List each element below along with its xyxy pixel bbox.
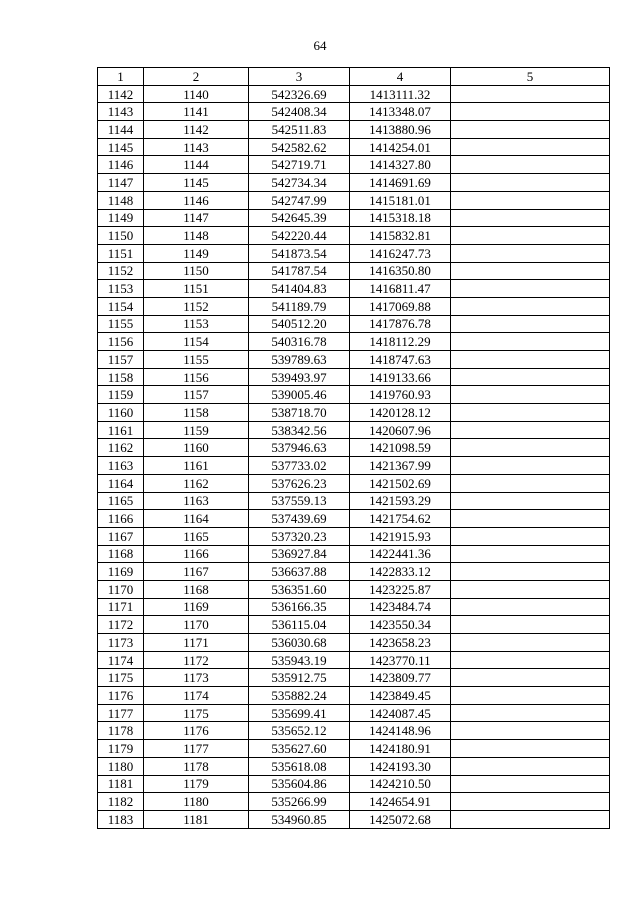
y-coordinate-cell: 1415318.18 xyxy=(350,209,451,227)
table-row xyxy=(98,775,610,793)
table-row xyxy=(98,421,610,439)
prev-point-cell: 1141 xyxy=(144,103,249,121)
note-cell xyxy=(451,474,610,492)
prev-point-cell: 1150 xyxy=(144,262,249,280)
point-number-cell: 1183 xyxy=(98,810,144,828)
y-coordinate-cell: 1423225.87 xyxy=(350,580,451,598)
y-coordinate-cell: 1421915.93 xyxy=(350,527,451,545)
x-coordinate-cell: 539005.46 xyxy=(249,386,350,404)
note-cell xyxy=(451,580,610,598)
y-coordinate-cell: 1418747.63 xyxy=(350,351,451,369)
note-cell xyxy=(451,527,610,545)
y-coordinate-cell: 1421593.29 xyxy=(350,492,451,510)
point-number-cell: 1156 xyxy=(98,333,144,351)
y-coordinate-cell: 1424180.91 xyxy=(350,740,451,758)
x-coordinate-cell: 535266.99 xyxy=(249,793,350,811)
prev-point-cell: 1160 xyxy=(144,439,249,457)
y-coordinate-cell: 1423770.11 xyxy=(350,651,451,669)
table-row xyxy=(98,545,610,563)
x-coordinate-cell: 537733.02 xyxy=(249,457,350,475)
x-coordinate-cell: 535943.19 xyxy=(249,651,350,669)
prev-point-cell: 1172 xyxy=(144,651,249,669)
x-coordinate-cell: 535699.41 xyxy=(249,704,350,722)
x-coordinate-cell: 537626.23 xyxy=(249,474,350,492)
x-coordinate-cell: 542645.39 xyxy=(249,209,350,227)
y-coordinate-cell: 1413348.07 xyxy=(350,103,451,121)
y-coordinate-cell: 1420607.96 xyxy=(350,421,451,439)
y-coordinate-cell: 1424087.45 xyxy=(350,704,451,722)
table-row xyxy=(98,492,610,510)
x-coordinate-cell: 541873.54 xyxy=(249,244,350,262)
y-coordinate-cell: 1423550.34 xyxy=(350,616,451,634)
x-coordinate-cell: 538342.56 xyxy=(249,421,350,439)
table-row xyxy=(98,757,610,775)
note-cell xyxy=(451,227,610,245)
y-coordinate-cell: 1417876.78 xyxy=(350,315,451,333)
x-coordinate-cell: 538718.70 xyxy=(249,404,350,422)
point-number-cell: 1152 xyxy=(98,262,144,280)
note-cell xyxy=(451,386,610,404)
point-number-cell: 1171 xyxy=(98,598,144,616)
y-coordinate-cell: 1413880.96 xyxy=(350,121,451,139)
note-cell xyxy=(451,457,610,475)
prev-point-cell: 1170 xyxy=(144,616,249,634)
column-header-5: 5 xyxy=(451,68,610,86)
prev-point-cell: 1176 xyxy=(144,722,249,740)
point-number-cell: 1175 xyxy=(98,669,144,687)
y-coordinate-cell: 1414691.69 xyxy=(350,174,451,192)
x-coordinate-cell: 536927.84 xyxy=(249,545,350,563)
x-coordinate-cell: 542734.34 xyxy=(249,174,350,192)
y-coordinate-cell: 1420128.12 xyxy=(350,404,451,422)
note-cell xyxy=(451,262,610,280)
y-coordinate-cell: 1424193.30 xyxy=(350,757,451,775)
prev-point-cell: 1159 xyxy=(144,421,249,439)
prev-point-cell: 1155 xyxy=(144,351,249,369)
prev-point-cell: 1174 xyxy=(144,687,249,705)
note-cell xyxy=(451,563,610,581)
note-cell xyxy=(451,704,610,722)
table-row xyxy=(98,669,610,687)
y-coordinate-cell: 1423809.77 xyxy=(350,669,451,687)
x-coordinate-cell: 540512.20 xyxy=(249,315,350,333)
y-coordinate-cell: 1417069.88 xyxy=(350,297,451,315)
point-number-cell: 1169 xyxy=(98,563,144,581)
prev-point-cell: 1142 xyxy=(144,121,249,139)
prev-point-cell: 1146 xyxy=(144,191,249,209)
point-number-cell: 1172 xyxy=(98,616,144,634)
x-coordinate-cell: 542582.62 xyxy=(249,138,350,156)
table-row xyxy=(98,262,610,280)
table-row xyxy=(98,404,610,422)
x-coordinate-cell: 539493.97 xyxy=(249,368,350,386)
table-row xyxy=(98,439,610,457)
x-coordinate-cell: 542511.83 xyxy=(249,121,350,139)
prev-point-cell: 1152 xyxy=(144,297,249,315)
table-row xyxy=(98,687,610,705)
table-row xyxy=(98,651,610,669)
note-cell xyxy=(451,616,610,634)
prev-point-cell: 1158 xyxy=(144,404,249,422)
x-coordinate-cell: 542326.69 xyxy=(249,85,350,103)
x-coordinate-cell: 541787.54 xyxy=(249,262,350,280)
point-number-cell: 1146 xyxy=(98,156,144,174)
note-cell xyxy=(451,404,610,422)
note-cell xyxy=(451,421,610,439)
table-row xyxy=(98,138,610,156)
point-number-cell: 1160 xyxy=(98,404,144,422)
x-coordinate-cell: 535882.24 xyxy=(249,687,350,705)
y-coordinate-cell: 1424210.50 xyxy=(350,775,451,793)
x-coordinate-cell: 541404.83 xyxy=(249,280,350,298)
y-coordinate-cell: 1418112.29 xyxy=(350,333,451,351)
point-number-cell: 1162 xyxy=(98,439,144,457)
point-number-cell: 1158 xyxy=(98,368,144,386)
point-number-cell: 1157 xyxy=(98,351,144,369)
y-coordinate-cell: 1423849.45 xyxy=(350,687,451,705)
note-cell xyxy=(451,368,610,386)
note-cell xyxy=(451,297,610,315)
table-row xyxy=(98,474,610,492)
point-number-cell: 1166 xyxy=(98,510,144,528)
y-coordinate-cell: 1424148.96 xyxy=(350,722,451,740)
point-number-cell: 1177 xyxy=(98,704,144,722)
table-row xyxy=(98,315,610,333)
table-row xyxy=(98,704,610,722)
note-cell xyxy=(451,315,610,333)
y-coordinate-cell: 1414327.80 xyxy=(350,156,451,174)
column-header-1: 1 xyxy=(98,68,144,86)
x-coordinate-cell: 540316.78 xyxy=(249,333,350,351)
point-number-cell: 1173 xyxy=(98,634,144,652)
note-cell xyxy=(451,85,610,103)
y-coordinate-cell: 1419133.66 xyxy=(350,368,451,386)
point-number-cell: 1145 xyxy=(98,138,144,156)
y-coordinate-cell: 1423484.74 xyxy=(350,598,451,616)
point-number-cell: 1167 xyxy=(98,527,144,545)
prev-point-cell: 1161 xyxy=(144,457,249,475)
note-cell xyxy=(451,244,610,262)
x-coordinate-cell: 537439.69 xyxy=(249,510,350,528)
y-coordinate-cell: 1419760.93 xyxy=(350,386,451,404)
prev-point-cell: 1178 xyxy=(144,757,249,775)
table-header xyxy=(98,68,610,86)
y-coordinate-cell: 1424654.91 xyxy=(350,793,451,811)
table-row xyxy=(98,740,610,758)
table-row xyxy=(98,634,610,652)
point-number-cell: 1142 xyxy=(98,85,144,103)
note-cell xyxy=(451,510,610,528)
note-cell xyxy=(451,103,610,121)
point-number-cell: 1151 xyxy=(98,244,144,262)
note-cell xyxy=(451,810,610,828)
table-row xyxy=(98,510,610,528)
point-number-cell: 1159 xyxy=(98,386,144,404)
table-row xyxy=(98,103,610,121)
x-coordinate-cell: 542220.44 xyxy=(249,227,350,245)
x-coordinate-cell: 536166.35 xyxy=(249,598,350,616)
point-number-cell: 1147 xyxy=(98,174,144,192)
x-coordinate-cell: 535627.60 xyxy=(249,740,350,758)
point-number-cell: 1153 xyxy=(98,280,144,298)
table-row xyxy=(98,191,610,209)
table-row xyxy=(98,580,610,598)
note-cell xyxy=(451,634,610,652)
table-row xyxy=(98,722,610,740)
table-body xyxy=(98,85,610,828)
table-row xyxy=(98,351,610,369)
x-coordinate-cell: 536030.68 xyxy=(249,634,350,652)
note-cell xyxy=(451,793,610,811)
note-cell xyxy=(451,209,610,227)
point-number-cell: 1144 xyxy=(98,121,144,139)
table-row xyxy=(98,793,610,811)
y-coordinate-cell: 1421098.59 xyxy=(350,439,451,457)
x-coordinate-cell: 536115.04 xyxy=(249,616,350,634)
prev-point-cell: 1166 xyxy=(144,545,249,563)
point-number-cell: 1150 xyxy=(98,227,144,245)
note-cell xyxy=(451,598,610,616)
note-cell xyxy=(451,651,610,669)
x-coordinate-cell: 535912.75 xyxy=(249,669,350,687)
x-coordinate-cell: 537320.23 xyxy=(249,527,350,545)
prev-point-cell: 1148 xyxy=(144,227,249,245)
x-coordinate-cell: 534960.85 xyxy=(249,810,350,828)
prev-point-cell: 1140 xyxy=(144,85,249,103)
prev-point-cell: 1173 xyxy=(144,669,249,687)
y-coordinate-cell: 1413111.32 xyxy=(350,85,451,103)
note-cell xyxy=(451,121,610,139)
y-coordinate-cell: 1422441.36 xyxy=(350,545,451,563)
prev-point-cell: 1169 xyxy=(144,598,249,616)
x-coordinate-cell: 536637.88 xyxy=(249,563,350,581)
header-row xyxy=(98,68,610,86)
y-coordinate-cell: 1421754.62 xyxy=(350,510,451,528)
point-number-cell: 1178 xyxy=(98,722,144,740)
prev-point-cell: 1165 xyxy=(144,527,249,545)
table-row xyxy=(98,85,610,103)
prev-point-cell: 1180 xyxy=(144,793,249,811)
note-cell xyxy=(451,333,610,351)
note-cell xyxy=(451,280,610,298)
note-cell xyxy=(451,156,610,174)
table-row xyxy=(98,457,610,475)
prev-point-cell: 1147 xyxy=(144,209,249,227)
table-row xyxy=(98,174,610,192)
x-coordinate-cell: 535618.08 xyxy=(249,757,350,775)
x-coordinate-cell: 536351.60 xyxy=(249,580,350,598)
column-header-3: 3 xyxy=(249,68,350,86)
prev-point-cell: 1167 xyxy=(144,563,249,581)
table-row xyxy=(98,616,610,634)
prev-point-cell: 1175 xyxy=(144,704,249,722)
prev-point-cell: 1171 xyxy=(144,634,249,652)
table-row xyxy=(98,368,610,386)
prev-point-cell: 1154 xyxy=(144,333,249,351)
page-number: 64 xyxy=(313,38,327,53)
note-cell xyxy=(451,545,610,563)
coordinates-table xyxy=(97,67,610,829)
table-row xyxy=(98,598,610,616)
x-coordinate-cell: 542719.71 xyxy=(249,156,350,174)
prev-point-cell: 1163 xyxy=(144,492,249,510)
table-row xyxy=(98,280,610,298)
y-coordinate-cell: 1425072.68 xyxy=(350,810,451,828)
point-number-cell: 1149 xyxy=(98,209,144,227)
y-coordinate-cell: 1421367.99 xyxy=(350,457,451,475)
prev-point-cell: 1149 xyxy=(144,244,249,262)
table-row xyxy=(98,244,610,262)
point-number-cell: 1161 xyxy=(98,421,144,439)
table-row xyxy=(98,563,610,581)
table-row xyxy=(98,121,610,139)
note-cell xyxy=(451,191,610,209)
prev-point-cell: 1144 xyxy=(144,156,249,174)
table-row xyxy=(98,527,610,545)
note-cell xyxy=(451,174,610,192)
note-cell xyxy=(451,687,610,705)
y-coordinate-cell: 1423658.23 xyxy=(350,634,451,652)
table-row xyxy=(98,386,610,404)
point-number-cell: 1170 xyxy=(98,580,144,598)
x-coordinate-cell: 535604.86 xyxy=(249,775,350,793)
prev-point-cell: 1153 xyxy=(144,315,249,333)
y-coordinate-cell: 1415181.01 xyxy=(350,191,451,209)
column-header-4: 4 xyxy=(350,68,451,86)
prev-point-cell: 1143 xyxy=(144,138,249,156)
y-coordinate-cell: 1415832.81 xyxy=(350,227,451,245)
table-row xyxy=(98,227,610,245)
y-coordinate-cell: 1416350.80 xyxy=(350,262,451,280)
point-number-cell: 1154 xyxy=(98,297,144,315)
point-number-cell: 1179 xyxy=(98,740,144,758)
table-row xyxy=(98,209,610,227)
note-cell xyxy=(451,492,610,510)
y-coordinate-cell: 1416811.47 xyxy=(350,280,451,298)
x-coordinate-cell: 539789.63 xyxy=(249,351,350,369)
point-number-cell: 1168 xyxy=(98,545,144,563)
point-number-cell: 1176 xyxy=(98,687,144,705)
point-number-cell: 1180 xyxy=(98,757,144,775)
note-cell xyxy=(451,722,610,740)
point-number-cell: 1182 xyxy=(98,793,144,811)
x-coordinate-cell: 541189.79 xyxy=(249,297,350,315)
point-number-cell: 1181 xyxy=(98,775,144,793)
column-header-2: 2 xyxy=(144,68,249,86)
note-cell xyxy=(451,351,610,369)
prev-point-cell: 1181 xyxy=(144,810,249,828)
x-coordinate-cell: 537559.13 xyxy=(249,492,350,510)
prev-point-cell: 1164 xyxy=(144,510,249,528)
prev-point-cell: 1151 xyxy=(144,280,249,298)
x-coordinate-cell: 537946.63 xyxy=(249,439,350,457)
x-coordinate-cell: 542408.34 xyxy=(249,103,350,121)
x-coordinate-cell: 535652.12 xyxy=(249,722,350,740)
prev-point-cell: 1145 xyxy=(144,174,249,192)
point-number-cell: 1163 xyxy=(98,457,144,475)
note-cell xyxy=(451,757,610,775)
prev-point-cell: 1157 xyxy=(144,386,249,404)
table-row xyxy=(98,297,610,315)
point-number-cell: 1148 xyxy=(98,191,144,209)
point-number-cell: 1164 xyxy=(98,474,144,492)
table-row xyxy=(98,810,610,828)
note-cell xyxy=(451,439,610,457)
prev-point-cell: 1162 xyxy=(144,474,249,492)
point-number-cell: 1165 xyxy=(98,492,144,510)
x-coordinate-cell: 542747.99 xyxy=(249,191,350,209)
y-coordinate-cell: 1414254.01 xyxy=(350,138,451,156)
prev-point-cell: 1177 xyxy=(144,740,249,758)
prev-point-cell: 1168 xyxy=(144,580,249,598)
note-cell xyxy=(451,669,610,687)
y-coordinate-cell: 1422833.12 xyxy=(350,563,451,581)
prev-point-cell: 1179 xyxy=(144,775,249,793)
table-row xyxy=(98,333,610,351)
point-number-cell: 1143 xyxy=(98,103,144,121)
point-number-cell: 1155 xyxy=(98,315,144,333)
note-cell xyxy=(451,138,610,156)
note-cell xyxy=(451,775,610,793)
table-row xyxy=(98,156,610,174)
prev-point-cell: 1156 xyxy=(144,368,249,386)
y-coordinate-cell: 1421502.69 xyxy=(350,474,451,492)
note-cell xyxy=(451,740,610,758)
y-coordinate-cell: 1416247.73 xyxy=(350,244,451,262)
point-number-cell: 1174 xyxy=(98,651,144,669)
